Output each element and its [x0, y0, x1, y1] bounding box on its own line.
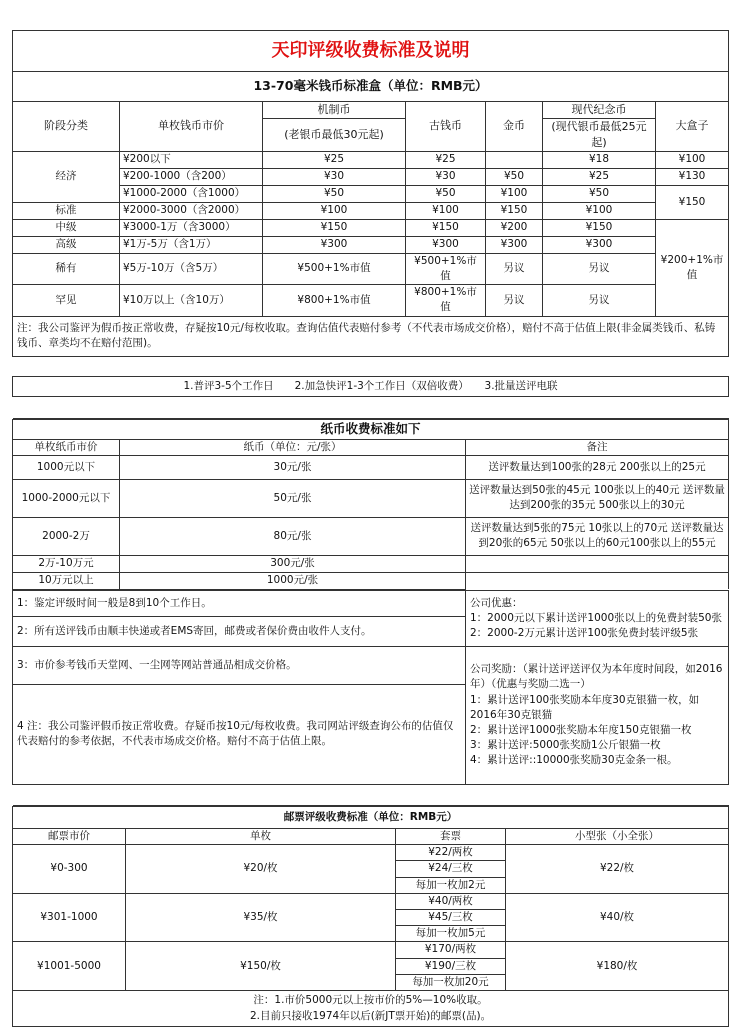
machine-cell: ¥25 [263, 151, 406, 168]
col-header-paper-price: 单枚纸币市价 [13, 439, 120, 455]
table-row [13, 893, 729, 909]
sheet-cell: ¥180/枚 [506, 942, 729, 991]
price-cell: ¥1000-2000（含1000） [120, 185, 263, 202]
table-row [13, 253, 729, 284]
modern-note: (现代银币最低25元起) [543, 118, 656, 151]
col-header-paper-fee: 纸币（单位：元/张） [120, 439, 466, 455]
table-row [13, 202, 729, 219]
table-row [13, 572, 729, 589]
reward-item: 2：累计送评1000张奖励本年度150克银猫一枚 [470, 724, 692, 737]
col-header-ancient: 古钱币 [406, 102, 486, 152]
col-header-single: 单枚 [126, 828, 396, 844]
price-document [12, 30, 728, 1027]
table-row [13, 845, 729, 861]
col-header-set: 套票 [396, 828, 506, 844]
promo-item: 1：2000元以下累计送评1000张以上的免费封装50张 [470, 611, 722, 624]
ancient-cell: ¥100 [406, 202, 486, 219]
modern-cell: ¥18 [543, 151, 656, 168]
price-cell: ¥10万以上（含10万） [120, 285, 263, 316]
price-cell: 2万-10万元 [13, 555, 120, 572]
ancient-cell: ¥800+1%市值 [406, 285, 486, 316]
stamp-note: 2.目前只接收1974年以后(新JT票开始)的邮票(品)。 [249, 1009, 492, 1022]
price-cell: ¥200以下 [120, 151, 263, 168]
table-row [13, 185, 729, 202]
machine-cell: ¥50 [263, 185, 406, 202]
table-row [13, 455, 729, 479]
table-row [13, 151, 729, 168]
coin-subtitle: 13-70毫米钱币标准盒（单位：RMB元） [13, 72, 729, 102]
machine-cell: ¥30 [263, 168, 406, 185]
fee-cell: 80元/张 [120, 517, 466, 555]
table-row [13, 517, 729, 555]
stamp-subtitle: 邮票评级收费标准（单位：RMB元） [13, 806, 729, 828]
fee-cell: 50元/张 [120, 479, 466, 517]
stamp-note: 注：1.市价5000元以上按市价的5%—10%收取。 [253, 994, 488, 1007]
modern-cell: ¥50 [543, 185, 656, 202]
gold-cell: ¥100 [486, 185, 543, 202]
remark-cell: 送评数量达到5张的75元 10张以上的70元 送评数量达到20张的65元 50张以上的60元100张以上的55元 [466, 517, 729, 555]
price-cell: 10万元以上 [13, 572, 120, 589]
reward-item: 3：累计送评:5000张奖励1公斤银猫一枚 [470, 739, 661, 752]
remark-cell: 送评数量达到50张的45元 100张以上的40元 送评数量达到200张的35元 500张以上的30元 [466, 479, 729, 517]
reward-box [466, 646, 729, 784]
stamp-fee-table [12, 806, 729, 1027]
price-cell: ¥5万-10万（含5万） [120, 253, 263, 284]
price-cell: 1000元以下 [13, 455, 120, 479]
price-cell: ¥1001-5000 [13, 942, 126, 991]
bigbox-cell: ¥200+1%市值 [656, 219, 729, 316]
bigbox-cell: ¥100 [656, 151, 729, 168]
price-cell: ¥3000-1万（含3000） [120, 219, 263, 236]
table-row [13, 168, 729, 185]
set-cell: 每加一枚加2元 [396, 877, 506, 893]
gold-cell: 另议 [486, 285, 543, 316]
price-cell: 1000-2000元以下 [13, 479, 120, 517]
promo-item: 2：2000-2万元累计送评100张免费封装评级5张 [470, 627, 699, 640]
promo-title: 公司优惠： [470, 596, 523, 609]
ancient-cell: ¥500+1%市值 [406, 253, 486, 284]
col-header-stamp-price: 邮票市价 [13, 828, 126, 844]
grade-cell: 经济 [13, 151, 120, 202]
paper-subtitle: 纸币收费标准如下 [13, 419, 729, 439]
paper-note-3: 3：市价参考钱币天堂网、一尘网等网站普通品相成交价格。 [13, 646, 466, 684]
ancient-cell: ¥30 [406, 168, 486, 185]
grade-cell: 稀有 [13, 253, 120, 284]
single-cell: ¥20/枚 [126, 845, 396, 894]
gold-cell: ¥200 [486, 219, 543, 236]
set-cell: ¥22/两枚 [396, 845, 506, 861]
remark-cell [466, 572, 729, 589]
machine-cell: ¥300 [263, 236, 406, 253]
ancient-cell: ¥25 [406, 151, 486, 168]
paper-note-4: 4 注：我公司鉴评假币按正常收费。存疑币按10元/每枚收费。我司网站评级查询公布的估值仅代表赔付的参考依据，不代表市场成交价格。赔付不高于估值上限。 [13, 684, 466, 784]
ancient-cell: ¥300 [406, 236, 486, 253]
gold-cell: ¥150 [486, 202, 543, 219]
promo-box [466, 590, 729, 646]
set-cell: ¥170/两枚 [396, 942, 506, 958]
modern-cell: ¥150 [543, 219, 656, 236]
table-row [13, 555, 729, 572]
modern-cell: ¥25 [543, 168, 656, 185]
ancient-cell: ¥150 [406, 219, 486, 236]
machine-cell: ¥100 [263, 202, 406, 219]
stamp-notes [13, 991, 729, 1027]
machine-cell: ¥800+1%市值 [263, 285, 406, 316]
set-cell: ¥40/两枚 [396, 893, 506, 909]
reward-title: 公司奖励：（累计送评送评仅为本年度时间段，如2016年）（优惠与奖励二选一） [470, 663, 723, 691]
machine-cell: ¥500+1%市值 [263, 253, 406, 284]
fee-cell: 300元/张 [120, 555, 466, 572]
set-cell: ¥24/三枚 [396, 861, 506, 877]
price-cell: ¥1万-5万（含1万） [120, 236, 263, 253]
modern-cell: ¥300 [543, 236, 656, 253]
set-cell: ¥190/三枚 [396, 958, 506, 974]
table-row [13, 285, 729, 316]
single-cell: ¥35/枚 [126, 893, 396, 942]
bigbox-cell: ¥130 [656, 168, 729, 185]
set-cell: 每加一枚加5元 [396, 926, 506, 942]
reward-item: 4：累计送评::10000张奖励30克金条一根。 [470, 754, 678, 767]
coin-note: 注：我公司鉴评为假币按正常收费，存疑按10元/每枚收取。查询估值代表赔付参考（不代表市场成交价格），赔付不高于估值上限(非金属类钱币、私铸钱币、章类均不在赔付范围)。 [13, 316, 729, 356]
grade-cell: 中级 [13, 219, 120, 236]
fee-cell: 1000元/张 [120, 572, 466, 589]
col-header-grade: 阶段分类 [13, 102, 120, 152]
modern-cell: ¥100 [543, 202, 656, 219]
grade-cell: 高级 [13, 236, 120, 253]
page-title: 天印评级收费标准及说明 [13, 31, 729, 72]
paper-note-2: 2：所有送评钱币由顺丰快递或者EMS寄回，邮费或者保价费由收件人支付。 [13, 616, 466, 646]
price-cell: ¥200-1000（含200） [120, 168, 263, 185]
col-header-bigbox: 大盒子 [656, 102, 729, 152]
set-cell: 每加一枚加20元 [396, 974, 506, 990]
set-cell: ¥45/三枚 [396, 910, 506, 926]
col-header-paper-remark: 备注 [466, 439, 729, 455]
machine-cell: ¥150 [263, 219, 406, 236]
col-header-sheet: 小型张（小全张） [506, 828, 729, 844]
gold-cell [486, 151, 543, 168]
table-row [13, 219, 729, 236]
fee-cell: 30元/张 [120, 455, 466, 479]
paper-fee-table [12, 419, 729, 590]
price-cell: ¥0-300 [13, 845, 126, 894]
price-cell: 2000-2万 [13, 517, 120, 555]
coin-fee-table [12, 30, 729, 419]
col-header-price: 单枚钱币市价 [120, 102, 263, 152]
paper-notes-table [12, 590, 729, 806]
remark-cell [466, 555, 729, 572]
remark-cell: 送评数量达到100张的28元 200张以上的25元 [466, 455, 729, 479]
service-options: 1.普评3-5个工作日 2.加急快评1-3个工作日（双倍收费） 3.批量送评电联 [13, 376, 729, 396]
price-cell: ¥301-1000 [13, 893, 126, 942]
table-row [13, 236, 729, 253]
gold-cell: 另议 [486, 253, 543, 284]
gold-cell: ¥300 [486, 236, 543, 253]
price-cell: ¥2000-3000（含2000） [120, 202, 263, 219]
grade-cell: 罕见 [13, 285, 120, 316]
gold-cell: ¥50 [486, 168, 543, 185]
col-header-modern: 现代纪念币 [543, 102, 656, 119]
bigbox-cell: ¥150 [656, 185, 729, 219]
col-header-machine: 机制币 [263, 102, 406, 119]
modern-cell: 另议 [543, 285, 656, 316]
paper-note-1: 1：鉴定评级时间一般是8到10个工作日。 [13, 590, 466, 616]
machine-note: (老银币最低30元起) [263, 118, 406, 151]
col-header-gold: 金币 [486, 102, 543, 152]
grade-cell: 标准 [13, 202, 120, 219]
table-row [13, 479, 729, 517]
modern-cell: 另议 [543, 253, 656, 284]
sheet-cell: ¥22/枚 [506, 845, 729, 894]
ancient-cell: ¥50 [406, 185, 486, 202]
single-cell: ¥150/枚 [126, 942, 396, 991]
reward-item: 1：累计送评100张奖励本年度30克银猫一枚，如2016年30克银猫 [470, 693, 700, 721]
table-row [13, 942, 729, 958]
sheet-cell: ¥40/枚 [506, 893, 729, 942]
